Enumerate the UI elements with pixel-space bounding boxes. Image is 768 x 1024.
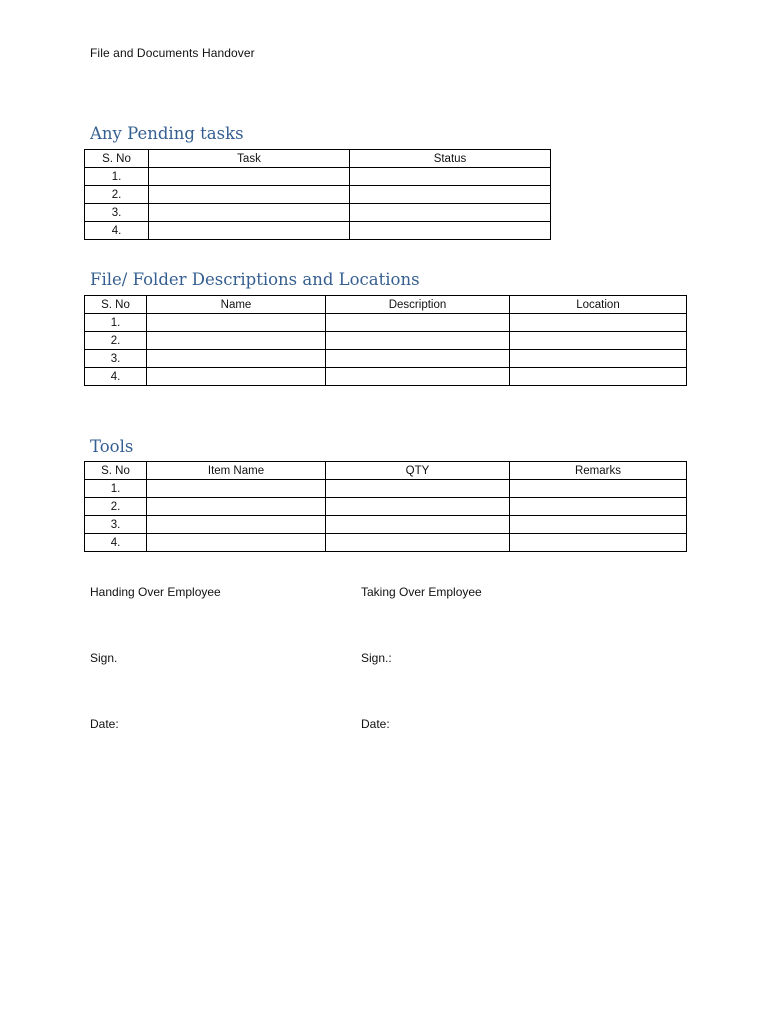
table-header-row	[85, 462, 687, 480]
table-row	[85, 186, 551, 204]
column-header-sno: S. No	[85, 150, 149, 168]
name-cell[interactable]	[147, 332, 326, 350]
column-header-location: Location	[510, 296, 687, 314]
column-header-sno: S. No	[85, 296, 147, 314]
remarks-cell[interactable]	[510, 516, 687, 534]
table-row	[85, 516, 687, 534]
name-cell[interactable]	[147, 314, 326, 332]
task-cell[interactable]	[149, 186, 350, 204]
column-header-task: Task	[149, 150, 350, 168]
taking-over-employee-label: Taking Over Employee	[361, 585, 482, 599]
table-header-row	[85, 150, 551, 168]
name-cell[interactable]	[147, 368, 326, 386]
row-number: 2.	[85, 186, 149, 204]
column-header-remarks: Remarks	[510, 462, 687, 480]
tools-heading: Tools	[90, 437, 134, 456]
task-cell[interactable]	[149, 168, 350, 186]
table-row	[85, 534, 687, 552]
table-row	[85, 204, 551, 222]
status-cell[interactable]	[350, 204, 551, 222]
task-cell[interactable]	[149, 204, 350, 222]
file-folder-table	[84, 295, 687, 386]
description-cell[interactable]	[326, 314, 510, 332]
qty-cell[interactable]	[326, 480, 510, 498]
taking-over-sign-label: Sign.:	[361, 651, 392, 665]
row-number: 1.	[85, 480, 147, 498]
document-title: File and Documents Handover	[90, 46, 255, 60]
description-cell[interactable]	[326, 350, 510, 368]
qty-cell[interactable]	[326, 516, 510, 534]
row-number: 3.	[85, 350, 147, 368]
location-cell[interactable]	[510, 314, 687, 332]
handing-over-employee-label: Handing Over Employee	[90, 585, 221, 599]
location-cell[interactable]	[510, 332, 687, 350]
table-row	[85, 168, 551, 186]
row-number: 2.	[85, 498, 147, 516]
table-row	[85, 222, 551, 240]
row-number: 4.	[85, 222, 149, 240]
name-cell[interactable]	[147, 350, 326, 368]
row-number: 1.	[85, 314, 147, 332]
handing-over-date-label: Date:	[90, 717, 119, 731]
table-row	[85, 368, 687, 386]
table-row	[85, 314, 687, 332]
pending-tasks-table	[84, 149, 551, 240]
column-header-name: Name	[147, 296, 326, 314]
description-cell[interactable]	[326, 368, 510, 386]
taking-over-date-label: Date:	[361, 717, 390, 731]
status-cell[interactable]	[350, 186, 551, 204]
item-name-cell[interactable]	[147, 498, 326, 516]
column-header-item-name: Item Name	[147, 462, 326, 480]
qty-cell[interactable]	[326, 498, 510, 516]
status-cell[interactable]	[350, 222, 551, 240]
table-row	[85, 332, 687, 350]
row-number: 4.	[85, 534, 147, 552]
tools-table	[84, 461, 687, 552]
pending-tasks-heading: Any Pending tasks	[90, 124, 244, 143]
location-cell[interactable]	[510, 350, 687, 368]
description-cell[interactable]	[326, 332, 510, 350]
column-header-sno: S. No	[85, 462, 147, 480]
column-header-status: Status	[350, 150, 551, 168]
item-name-cell[interactable]	[147, 516, 326, 534]
row-number: 2.	[85, 332, 147, 350]
column-header-description: Description	[326, 296, 510, 314]
table-header-row	[85, 296, 687, 314]
status-cell[interactable]	[350, 168, 551, 186]
handing-over-sign-label: Sign.	[90, 651, 118, 665]
qty-cell[interactable]	[326, 534, 510, 552]
item-name-cell[interactable]	[147, 480, 326, 498]
item-name-cell[interactable]	[147, 534, 326, 552]
table-row	[85, 350, 687, 368]
table-row	[85, 480, 687, 498]
file-folder-heading: File/ Folder Descriptions and Locations	[90, 270, 420, 289]
remarks-cell[interactable]	[510, 534, 687, 552]
remarks-cell[interactable]	[510, 498, 687, 516]
row-number: 3.	[85, 204, 149, 222]
remarks-cell[interactable]	[510, 480, 687, 498]
row-number: 4.	[85, 368, 147, 386]
task-cell[interactable]	[149, 222, 350, 240]
row-number: 3.	[85, 516, 147, 534]
column-header-qty: QTY	[326, 462, 510, 480]
table-row	[85, 498, 687, 516]
location-cell[interactable]	[510, 368, 687, 386]
row-number: 1.	[85, 168, 149, 186]
